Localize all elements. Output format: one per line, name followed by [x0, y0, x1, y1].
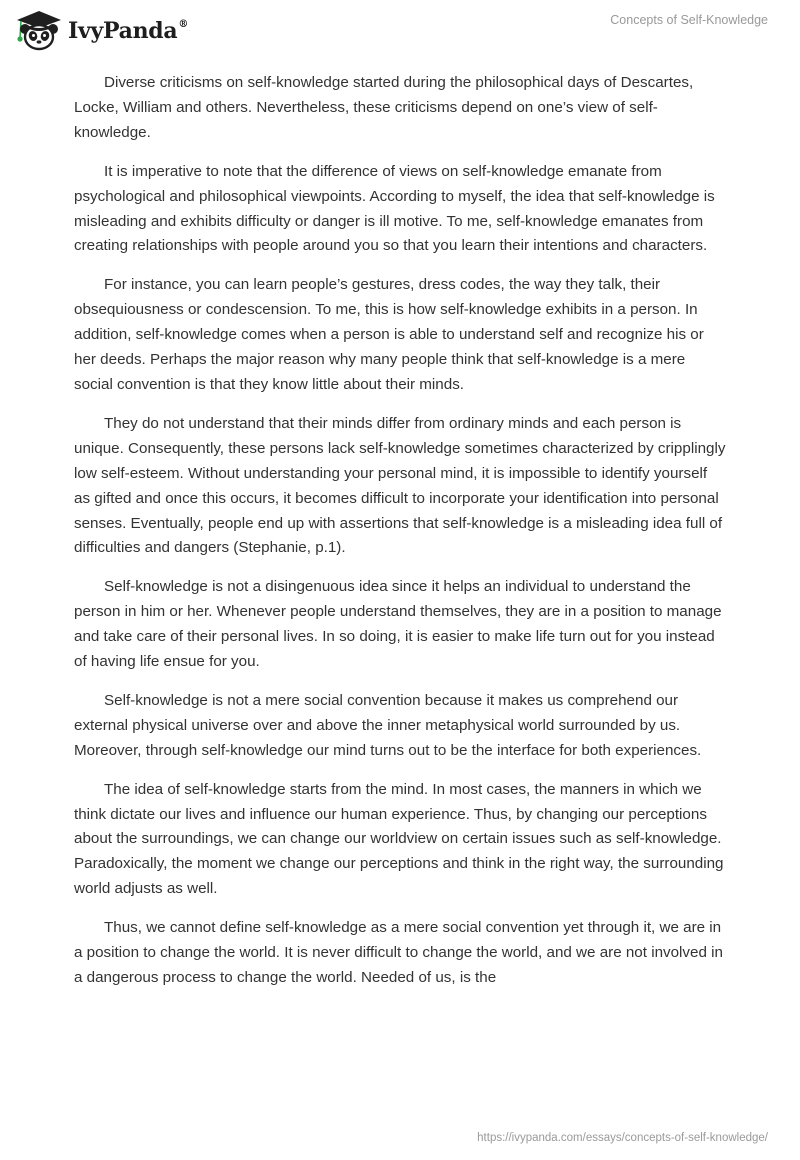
page-header	[0, 0, 800, 60]
paragraph: Self-knowledge is not a disingenuous idea since it helps an individual to understand the person in him or her. Whenever people understand themselves, they are in a position to manage and take care of their personal lives. In so doing, it is easier to make life turn out for you instead of having life ensue for you.	[74, 578, 722, 671]
paragraph: For instance, you can learn people’s gestures, dress codes, the way they talk, their obsequiousness or condescension. To me, this is how self-knowledge exhibits in a person. In addition, self-knowledge comes when a person is able to understand self and recognize his or her deeds. Perhaps the major reason why many people think that self-knowledge is a mere social convention is that they know little about their minds.	[74, 276, 704, 393]
paragraph: Diverse criticisms on self-knowledge started during the philosophical days of Descartes, Locke, William and others. Nevertheless, these criticisms depend on one’s view of self-knowledge.	[74, 74, 694, 141]
paragraph: They do not understand that their minds differ from ordinary minds and each person is unique. Consequently, these persons lack self-knowledge sometimes characterized by cripplingly low self-esteem. Without understanding your personal mind, it is impossible to identify yourself as gifted and once this occurs, it becomes difficult to incorporate your identification into personal senses. Eventually, people end up with assertions that self-knowledge is a misleading idea full of difficulties and dangers (Stephanie, p.1).	[74, 414, 726, 557]
paragraph: Self-knowledge is not a mere social convention because it makes us comprehend our external physical universe over and above the inner metaphysical world surrounded by us. Moreover, through self-knowledge our mind turns out to be the interface for both experiences.	[74, 691, 702, 759]
ivypanda-logo[interactable]	[14, 8, 188, 52]
paragraph: It is imperative to note that the difference of views on self-knowledge emanate from psychological and philosophical viewpoints. According to myself, the idea that self-knowledge is misleading and exhibits difficulty or danger is ill motive. To me, self-knowledge emanates from creating relationships with people around you so that you learn their intentions and characters.	[74, 162, 715, 255]
registered-mark: ®	[178, 18, 189, 30]
paragraph: The idea of self-knowledge starts from the mind. In most cases, the manners in which we think dictate our lives and influence our human experience. Thus, by changing our perceptions about the surroundings, we can change our worldview on certain issues such as self-knowledge. Paradoxically, the moment we change our perceptions and think in the right way, the surrounding world adjusts as well.	[74, 780, 724, 898]
brand-name: IvyPanda®	[68, 18, 189, 44]
source-url[interactable]: https://ivypanda.com/essays/concepts-of-self-knowledge/	[477, 1132, 768, 1144]
document-title: Concepts of Self-Knowledge	[610, 13, 768, 27]
paragraph: Thus, we cannot define self-knowledge as a mere social convention yet through it, we are in a position to change the world. It is never difficult to change the world, and we are not involved in a dangerous process to change the world. Needed of us, is the	[74, 919, 723, 986]
panda-graduate-icon	[14, 9, 64, 51]
essay-body	[74, 71, 726, 1005]
